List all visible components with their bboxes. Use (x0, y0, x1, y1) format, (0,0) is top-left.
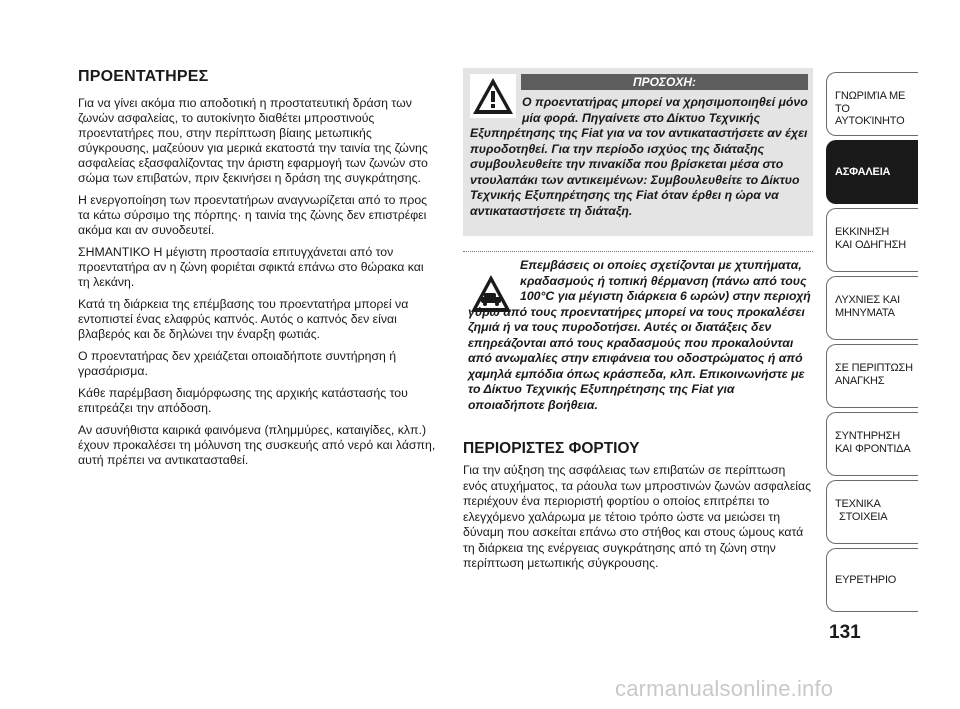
paragraph: Αν ασυνήθιστα καιρικά φαινόμενα (πλημμύρες, καταιγίδες, κλπ.) έχουν προκαλέσει τη μόλυνση της συσκευής από νερό και λάσπη, αυτή πρέπει να αντικατασταθεί. (78, 423, 436, 467)
note-lead: Επεμβάσεις οι οποίες σχετίζονται με χτυπήματα, κραδασμούς ή τοπική θέρμανση (πάνω από τους 100°C για μέγιστη διάρκεια 6 ωρών) στην περιοχή (520, 258, 811, 303)
paragraph: Η ενεργοποίηση των προεντατήρων αναγνωρίζεται από το προς τα κάτω σύρσιμο της πόρπης· η ταινία της ζώνης δεν επιστρέφει ακόμα και αν συνοδευτεί. (78, 193, 428, 237)
tab-starting-driving[interactable]: ΕΚΚΙΝΗΣΗ ΚΑΙ ΟΔΗΓΗΣΗ (826, 208, 918, 272)
page-number: 131 (829, 622, 861, 643)
warning-text (470, 95, 810, 219)
watermark: carmanualsonline.info (615, 676, 834, 701)
divider (463, 251, 813, 252)
note-body: γύρω από τους προεντατήρες μπορεί να τους προκαλέσει ζημιά ή να τους πυροδοτήσει. Αυτές οι διατάξεις δεν επηρεάζονται από τους κραδασμούς που προκαλούνται από ανωμαλίες στην επιφάνεια του οδοστρώματος ή από χαμηλά εμπόδια όπως κράσπεδα, κλπ. Επικοινωνήστε με το Δίκτυο Τεχνικής Εξυπηρέτησης της Fiat για οποιαδήποτε βοήθεια. (468, 304, 805, 412)
section-title-pretensioners: ΠΡΟΕΝΤΑΤΗΡΕΣ (78, 68, 209, 85)
tab-lights-messages[interactable]: ΛΥΧΝΙΕΣ ΚΑΙ ΜΗΝΥΜΑΤΑ (826, 276, 918, 340)
note-text (468, 258, 811, 413)
warning-lead: Ο προεντατήρας μπορεί να χρησιμοποιηθεί μόνο μία φορά. Πηγαίνετε στο Δίκτυο Τεχνικής (522, 95, 808, 125)
left-column (78, 68, 438, 475)
paragraph: Για να γίνει ακόμα πιο αποδοτική η προστατευτική δράση των ζωνών ασφαλείας, το αυτοκίνητο διαθέτει μπροστινούς προεντατήρες που, στην περίπτωση βίαιης μετωπικής σύγκρουσης, μαζεύουν για μερικά εκατοστά την ταινία της ζώνης ασφαλείας εξασφαλίζοντας την άριστη εφαρμογή των ζωνών στο σώμα των επιβατών, πριν ξεκινήσει η δράση της συγκράτησης. (78, 96, 428, 185)
load-limiters-text: Για την αύξηση της ασφάλειας των επιβατών σε περίπτωση ενός ατυχήματος, τα ράουλα των μπροστινών ζωνών ασφαλείας περιέχουν ένα περιοριστή φορτίου ο οποίος επιτρέπει το ελεγχόμενο χαλάρωμα με τέτοιο τρόπο ώστε να μειώσει τη δύναμη που ασκείται επάνω στο στήθος και στους ώμους κατά τη διάρκεια της ενέργειας συγκράτησης από τη ζώνη στην περίπτωση μετωπικής σύγκρουσης. (463, 463, 812, 570)
tab-technical-data[interactable]: ΤΕΧΝΙΚΑ ΣΤΟΙΧΕΙΑ (826, 480, 918, 544)
paragraph: ΣΗΜΑΝΤΙΚΟ Η μέγιστη προστασία επιτυγχάνεται από τον προεντατήρα αν η ζώνη φοριέται σφικτά επάνω στο θώρακα και τη λεκάνη. (78, 245, 424, 289)
paragraph: Κατά τη διάρκεια της επέμβασης του προεντατήρα μπορεί να εντοπιστεί ένας ελαφρύς καπνός. Αυτός ο καπνός δεν είναι βλαβερός και δε δηλώνει την έναρξη φωτιάς. (78, 297, 409, 341)
tab-maintenance[interactable]: ΣΥΝΤΗΡΗΣΗ ΚΑΙ ΦΡΟΝΤΙΔΑ (826, 412, 918, 476)
section-title-load-limiters: ΠΕΡΙΟΡΙΣΤΕΣ ΦΟΡΤΙΟΥ (463, 440, 640, 457)
warning-body: Εξυπηρέτησης της Fiat για να τον αντικαταστήσετε αν έχει πυροδοτηθεί. Για την περίοδο ισχύος της διάταξης συμβουλευθείτε την πινακίδα που βρίσκεται μέσα στο ντουλαπάκι των αντικειμένων: Συμβουλευθείτε το Δίκτυο Τεχνικής Εξυπηρέτησης της Fiat όταν έρθει η ώρα να αντικαταστήσετε τη διάταξη. (470, 126, 808, 218)
tab-getting-to-know[interactable]: ΓΝΩΡΙΜΊΑ ΜΕ ΤΟ ΑΥΤΟΚΊΝΗΤΟ (826, 72, 918, 136)
warning-header: ΠΡΟΣΟΧΗ: (521, 74, 808, 90)
tab-emergency[interactable]: ΣΕ ΠΕΡΙΠΤΩΣΗ ΑΝΑΓΚΗΣ (826, 344, 918, 408)
paragraph: Κάθε παρέμβαση διαμόρφωσης της αρχικής κατάστασής του επιτρεάζει την απόδοση. (78, 386, 408, 415)
tab-index[interactable]: ΕΥΡΕΤΗΡΙΟ (826, 548, 918, 612)
paragraph: Ο προεντατήρας δεν χρειάζεται οποιαδήποτε συντήρηση ή γρασάρισμα. (78, 349, 397, 378)
tab-safety[interactable]: ΑΣΦΑΛΕΙΑ (826, 140, 918, 204)
